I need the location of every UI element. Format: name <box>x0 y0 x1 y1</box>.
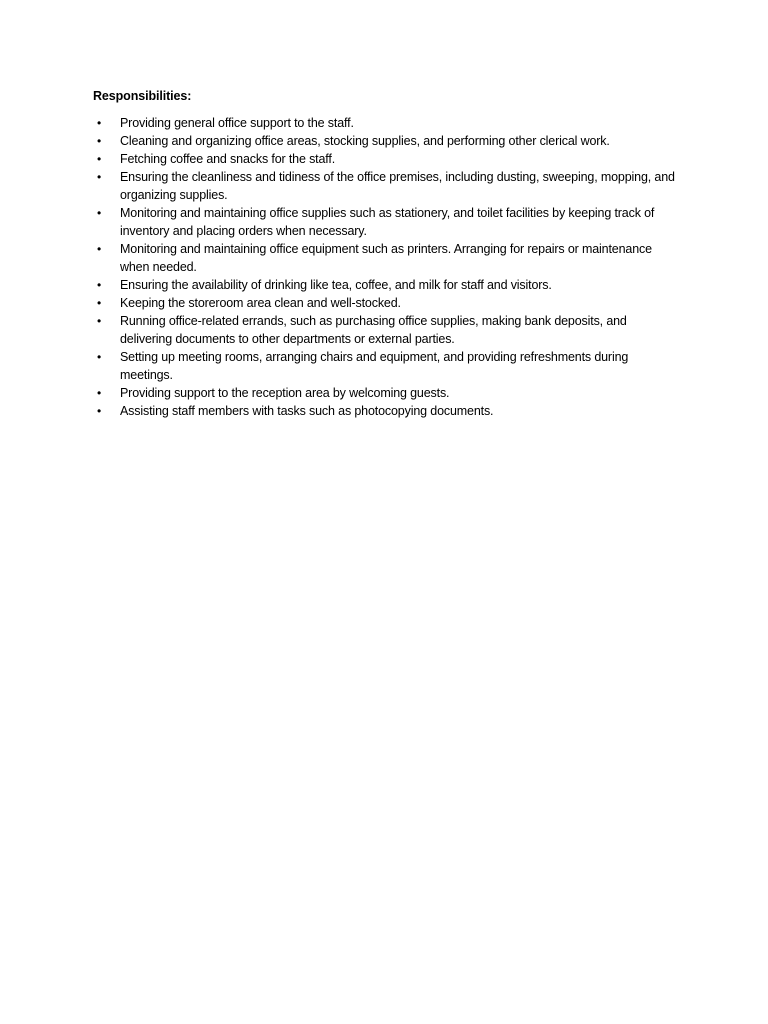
bullet-icon: • <box>97 206 102 220</box>
bullet-icon: • <box>97 314 102 328</box>
responsibilities-list <box>93 114 678 420</box>
list-item-text: Setting up meeting rooms, arranging chairs and equipment, and providing refreshments during meetings. <box>120 350 629 382</box>
list-item-text: Ensuring the availability of drinking like tea, coffee, and milk for staff and visitors. <box>120 278 552 292</box>
list-item-text: Assisting staff members with tasks such as photocopying documents. <box>120 404 494 418</box>
list-item-text: Fetching coffee and snacks for the staff. <box>120 152 336 166</box>
list-item <box>93 294 678 312</box>
list-item-text: Providing support to the reception area by welcoming guests. <box>120 386 450 400</box>
list-item <box>93 402 678 420</box>
bullet-icon: • <box>97 296 102 310</box>
list-item <box>93 168 678 204</box>
list-item-text: Monitoring and maintaining office equipment such as printers. Arranging for repairs or maintenance when needed. <box>120 242 652 274</box>
bullet-icon: • <box>97 134 102 148</box>
bullet-icon: • <box>97 350 102 364</box>
responsibilities-heading: Responsibilities: <box>93 89 192 103</box>
list-item <box>93 240 678 276</box>
list-item-text: Monitoring and maintaining office supplies such as stationery, and toilet facilities by keeping track of inventory and placing orders when necessary. <box>120 206 655 238</box>
list-item <box>93 150 678 168</box>
list-item-text: Cleaning and organizing office areas, stocking supplies, and performing other clerical work. <box>120 134 610 148</box>
list-item-text: Keeping the storeroom area clean and well-stocked. <box>120 296 401 310</box>
bullet-icon: • <box>97 242 102 256</box>
list-item <box>93 204 678 240</box>
list-item <box>93 348 678 384</box>
list-item-text: Ensuring the cleanliness and tidiness of the office premises, including dusting, sweeping, mopping, and organizing supplies. <box>120 170 675 202</box>
list-item-text: Providing general office support to the staff. <box>120 116 354 130</box>
bullet-icon: • <box>97 404 102 418</box>
document-content <box>93 87 678 420</box>
bullet-icon: • <box>97 386 102 400</box>
list-item <box>93 384 678 402</box>
bullet-icon: • <box>97 170 102 184</box>
list-item <box>93 114 678 132</box>
list-item-text: Running office-related errands, such as purchasing office supplies, making bank deposits, and delivering documents to other departments or external parties. <box>120 314 627 346</box>
list-item <box>93 276 678 294</box>
bullet-icon: • <box>97 278 102 292</box>
bullet-icon: • <box>97 152 102 166</box>
list-item <box>93 132 678 150</box>
list-item <box>93 312 678 348</box>
bullet-icon: • <box>97 116 102 130</box>
